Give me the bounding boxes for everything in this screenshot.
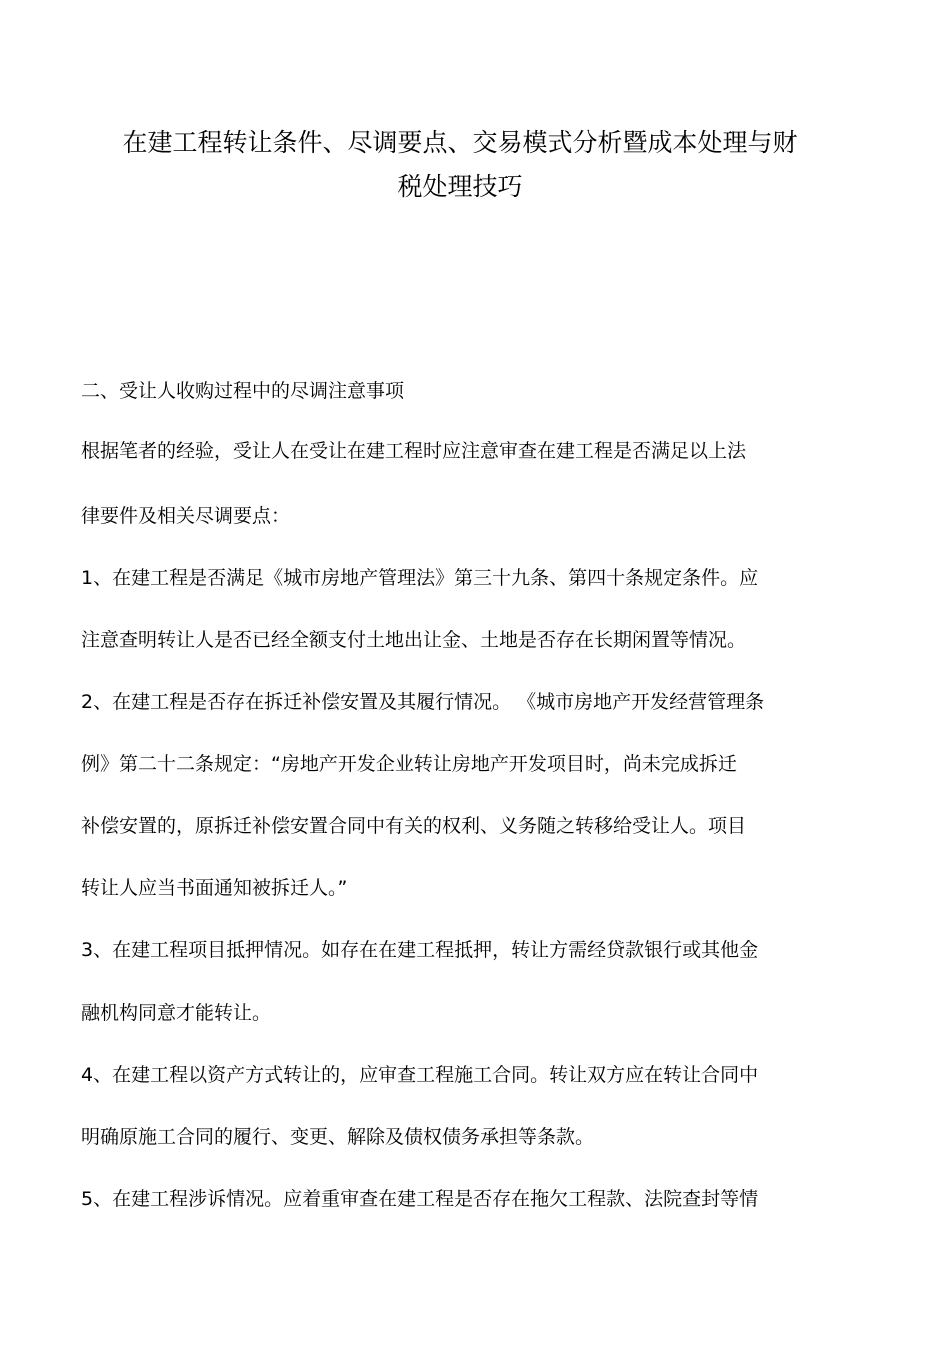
body-line: 明确原施工合同的履行、变更、解除及债权债务承担等条款。 <box>81 1126 595 1148</box>
list-item-5: 5、在建工程涉诉情况。应着重审查在建工程是否存在拖欠工程款、法院查封等情 <box>81 1188 759 1210</box>
list-item-4: 4、在建工程以资产方式转让的，应审查工程施工合同。转让双方应在转让合同中 <box>81 1064 759 1086</box>
list-item-3: 3、在建工程项目抵押情况。如存在在建工程抵押，转让方需经贷款银行或其他金 <box>81 939 759 961</box>
body-line: 注意查明转让人是否已经全额支付土地出让金、土地是否存在长期闲置等情况。 <box>81 629 747 651</box>
body-line: 补偿安置的，原拆迁补偿安置合同中有关的权利、义务随之转移给受让人。项目 <box>81 815 747 837</box>
body-line: 例》第二十二条规定：“房地产开发企业转让房地产开发项目时，尚未完成拆迁 <box>81 753 737 775</box>
body-line: 转让人应当书面通知被拆迁人。” <box>81 877 348 899</box>
list-item-1: 1、在建工程是否满足《城市房地产管理法》第三十九条、第四十条规定条件。应 <box>81 567 759 589</box>
document-title-line-1: 在建工程转让条件、尽调要点、交易模式分析暨成本处理与财 <box>122 128 798 157</box>
body-line: 律要件及相关尽调要点： <box>81 505 291 527</box>
list-item-2: 2、在建工程是否存在拆迁补偿安置及其履行情况。 《城市房地产开发经营管理条 <box>81 691 765 713</box>
document-title-line-2: 税处理技巧 <box>397 172 523 201</box>
body-line: 融机构同意才能转让。 <box>81 1002 272 1024</box>
body-line: 根据笔者的经验，受让人在受让在建工程时应注意审查在建工程是否满足以上法 <box>81 440 747 462</box>
section-heading: 二、受让人收购过程中的尽调注意事项 <box>81 380 405 402</box>
